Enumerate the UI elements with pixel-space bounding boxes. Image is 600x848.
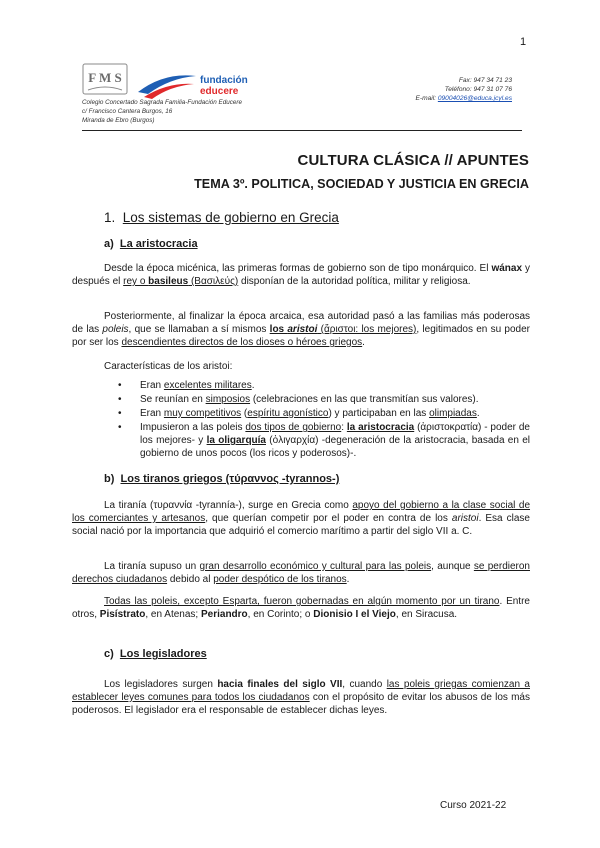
logo-line2: educere xyxy=(200,86,239,97)
page-title: CULTURA CLÁSICA // APUNTES xyxy=(297,152,529,169)
section-heading xyxy=(104,210,339,225)
school-street: c/ Francisco Cantera Burgos, 16 xyxy=(82,108,173,115)
paragraph-tyranny: La tiranía (τυραννία -tyrannía-), surge en Grecia como apoyo del gobierno a la clase social de los comerciantes y artesanos, que querían competir por el poder en contra de los aristoi. Esa clase social nació por la importancia que adquirió el comercio marítimo a partir del siglo VII a. C. xyxy=(72,500,531,537)
paragraph-legislators: Los legisladores surgen hacia finales del siglo VII, cuando las poleis griegas comienzan a establecer leyes comunes para todos los ciudadanos con el propósito de evitar los abusos de los más poderosos. El legislador era el responsable de establecer dichas leyes. xyxy=(72,679,530,716)
email-line xyxy=(360,94,512,103)
paragraph-tyrants-list: Todas las poleis, excepto Esparta, fueron gobernadas en algún momento por un tirano. Entre otros, Pisístrato, en Atenas; Periandro, en Corinto; o Dionisio I el Viejo, en Siracusa. xyxy=(72,596,530,620)
school-logo xyxy=(82,62,128,96)
characteristics-list xyxy=(118,379,530,461)
email-label: E-mail: xyxy=(415,95,438,102)
list-item: • Eran muy competitivos (espíritu agonístico) y participaban en las olimpiadas. xyxy=(118,408,480,419)
subsection-letter: a) xyxy=(104,238,114,250)
school-city: Miranda de Ebro (Burgos) xyxy=(82,117,155,124)
email-link[interactable]: 09004026@educa.jcyl.es xyxy=(437,95,512,102)
fax: Fax: 947 34 71 23 xyxy=(458,77,512,84)
phone: Teléfono: 947 31 07 76 xyxy=(444,86,512,93)
subsection-title: La aristocracia xyxy=(119,238,198,250)
paragraph-monarchy: Desde la época micénica, las primeras formas de gobierno son de tipo monárquico. El wánax y después el rey o basileus (Βασιλεύς) disponían de la autoridad política, militar y religiosa. xyxy=(72,263,530,287)
subsection-letter: b) xyxy=(104,473,115,485)
list-item: • Eran excelentes militares. xyxy=(118,380,255,391)
school-logo-text: F M S xyxy=(88,70,122,85)
subsection-title: Los legisladores xyxy=(119,648,207,660)
paragraph-aristoi: Posteriormente, al finalizar la época arcaica, esa autoridad pasó a las familias más poderosas de las poleis, que se llamaban a sí mismos los aristoi (ἄριστοι: los mejores), legitimados en su poder por ser los descendientes directos de los dioses o héroes griegos. xyxy=(72,311,531,348)
list-item: • Impusieron a las poleis dos tipos de gobierno: la aristocracia (ἀριστοκρατία) - poder de los mejores- y la oligarquía (ὀλιγαρχία) -degeneración de la aristocracia, basada en el gobierno de unos pocos (los ricos y poderosos)-. xyxy=(118,422,530,459)
school-name: Colegio Concertado Sagrada Familia-Fundación Educere xyxy=(82,99,242,106)
subsection-b-heading xyxy=(104,473,339,485)
school-address xyxy=(82,98,242,125)
section-number: 1. xyxy=(104,210,116,225)
fundacion-educere-logo xyxy=(134,70,250,100)
logo-line1: fundación xyxy=(200,75,248,86)
paragraph-tyranny-effects: La tiranía supuso un gran desarrollo económico y cultural para las poleis, aunque se perdieron derechos ciudadanos debido al poder despótico de los tiranos. xyxy=(72,561,530,585)
page-number: 1 xyxy=(520,36,527,48)
topic-title: TEMA 3º. POLITICA, SOCIEDAD Y JUSTICIA EN GRECIA xyxy=(194,177,529,191)
characteristics-intro: Características de los aristoi: xyxy=(104,361,233,372)
subsection-title: Los tiranos griegos (τύραννος -tyrannos-) xyxy=(120,473,340,485)
contact-info xyxy=(360,76,512,103)
subsection-letter: c) xyxy=(104,648,114,660)
header-divider xyxy=(82,130,522,131)
list-item: • Se reunían en simposios (celebraciones en las que transmitían sus valores). xyxy=(118,394,479,405)
subsection-c-heading xyxy=(104,648,207,660)
subsection-a-heading xyxy=(104,238,198,250)
course-footer: Curso 2021-22 xyxy=(440,800,507,811)
section-title: Los sistemas de gobierno en Grecia xyxy=(122,210,339,225)
